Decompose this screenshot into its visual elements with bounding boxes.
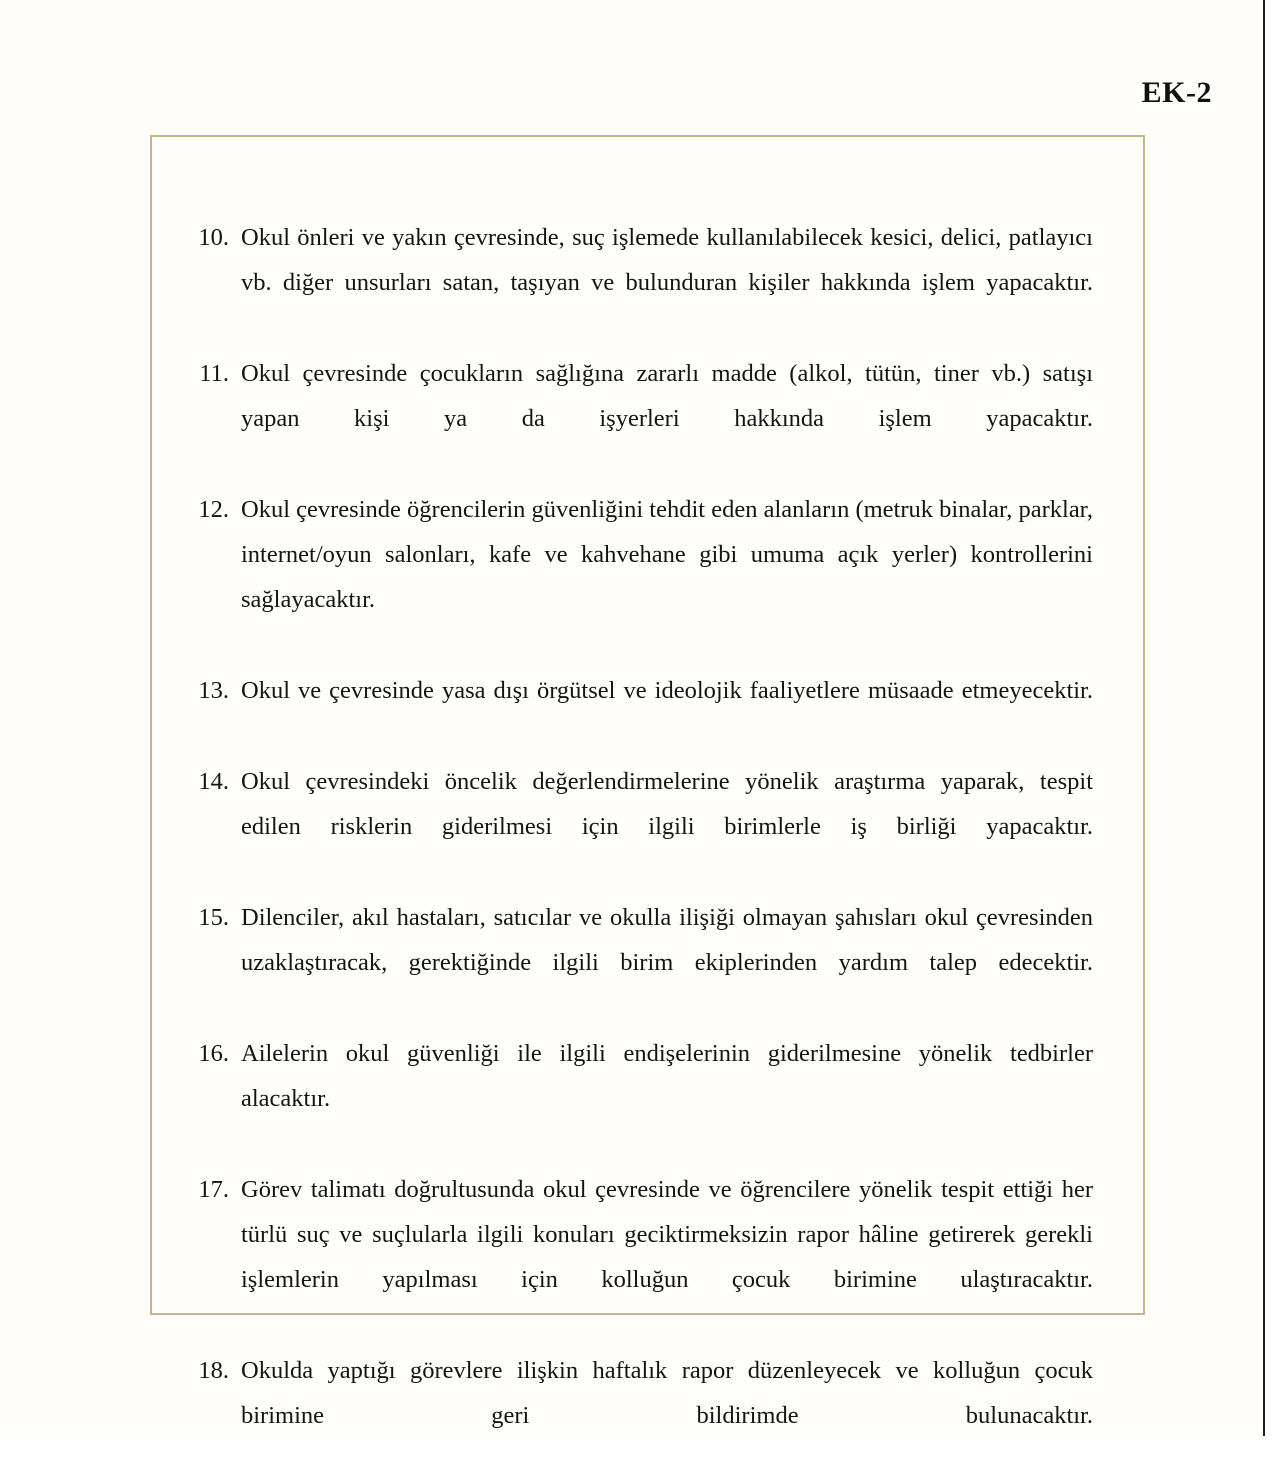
clause-text: Okul çevresinde çocukların sağlığına zararlı madde (alkol, tütün, tiner vb.) satışı yapan kişi ya da işyerleri hakkında işlem yapacaktır. <box>241 360 1093 432</box>
clause-text: Ailelerin okul güvenliği ile ilgili endişelerinin giderilmesine yönelik tedbirler alacaktır. <box>241 1040 1093 1112</box>
clause-item <box>195 895 1093 1030</box>
clause-text: Görev talimatı doğrultusunda okul çevresinde ve öğrencilere yönelik tespit ettiği her türlü suç ve suçlularla ilgili konuları geciktirmeksizin rapor hâline getirerek gerekli işlemlerin yapılması için kolluğun çocuk birimine ulaştıracaktır. <box>241 1176 1093 1293</box>
clause-number: 17. <box>198 1176 229 1203</box>
clause-number: 16. <box>198 1040 229 1067</box>
clause-text: Okul çevresindeki öncelik değerlendirmelerine yönelik araştırma yaparak, tespit edilen risklerin giderilmesi için ilgili birimlerle iş birliği yapacaktır. <box>241 768 1093 840</box>
clause-number: 11. <box>199 360 229 387</box>
clause-number: 13. <box>198 677 229 704</box>
clause-item <box>195 1167 1093 1347</box>
clause-item <box>195 1348 1093 1483</box>
clause-list <box>195 215 1093 1483</box>
clause-item <box>195 487 1093 667</box>
clause-item <box>195 668 1093 758</box>
clause-number: 12. <box>198 496 229 523</box>
clause-item <box>195 351 1093 486</box>
clause-item <box>195 759 1093 894</box>
page-title: EK-2 <box>1141 76 1212 109</box>
clause-list-container <box>195 215 1093 1484</box>
clause-item <box>195 1031 1093 1166</box>
clause-number: 10. <box>198 224 229 251</box>
clause-number: 15. <box>198 904 229 931</box>
clause-text: Okul çevresinde öğrencilerin güvenliğini tehdit eden alanların (metruk binalar, parklar, internet/oyun salonları, kafe ve kahvehane gibi umuma açık yerler) kontrollerini sağlayacaktır. <box>241 496 1093 613</box>
clause-text: Okul ve çevresinde yasa dışı örgütsel ve ideolojik faaliyetlere müsaade etmeyecektir. <box>241 677 1093 704</box>
content-frame <box>150 135 1145 1429</box>
clause-text: Okul önleri ve yakın çevresinde, suç işlemede kullanılabilecek kesici, delici, patlayıcı vb. diğer unsurları satan, taşıyan ve bulunduran kişiler hakkında işlem yapacaktır. <box>241 224 1093 296</box>
scan-outer-margin <box>1265 0 1280 1436</box>
clause-number: 14. <box>198 768 229 795</box>
clause-number: 18. <box>198 1357 229 1384</box>
clause-item <box>195 215 1093 350</box>
clause-text: Dilenciler, akıl hastaları, satıcılar ve okulla ilişiği olmayan şahısları okul çevresinden uzaklaştıracak, gerektiğinde ilgili birim ekiplerinden yardım talep edecektir. <box>241 904 1093 976</box>
clause-text: Okulda yaptığı görevlere ilişkin haftalık rapor düzenleyecek ve kolluğun çocuk birimine geri bildirimde bulunacaktır. <box>241 1357 1093 1429</box>
